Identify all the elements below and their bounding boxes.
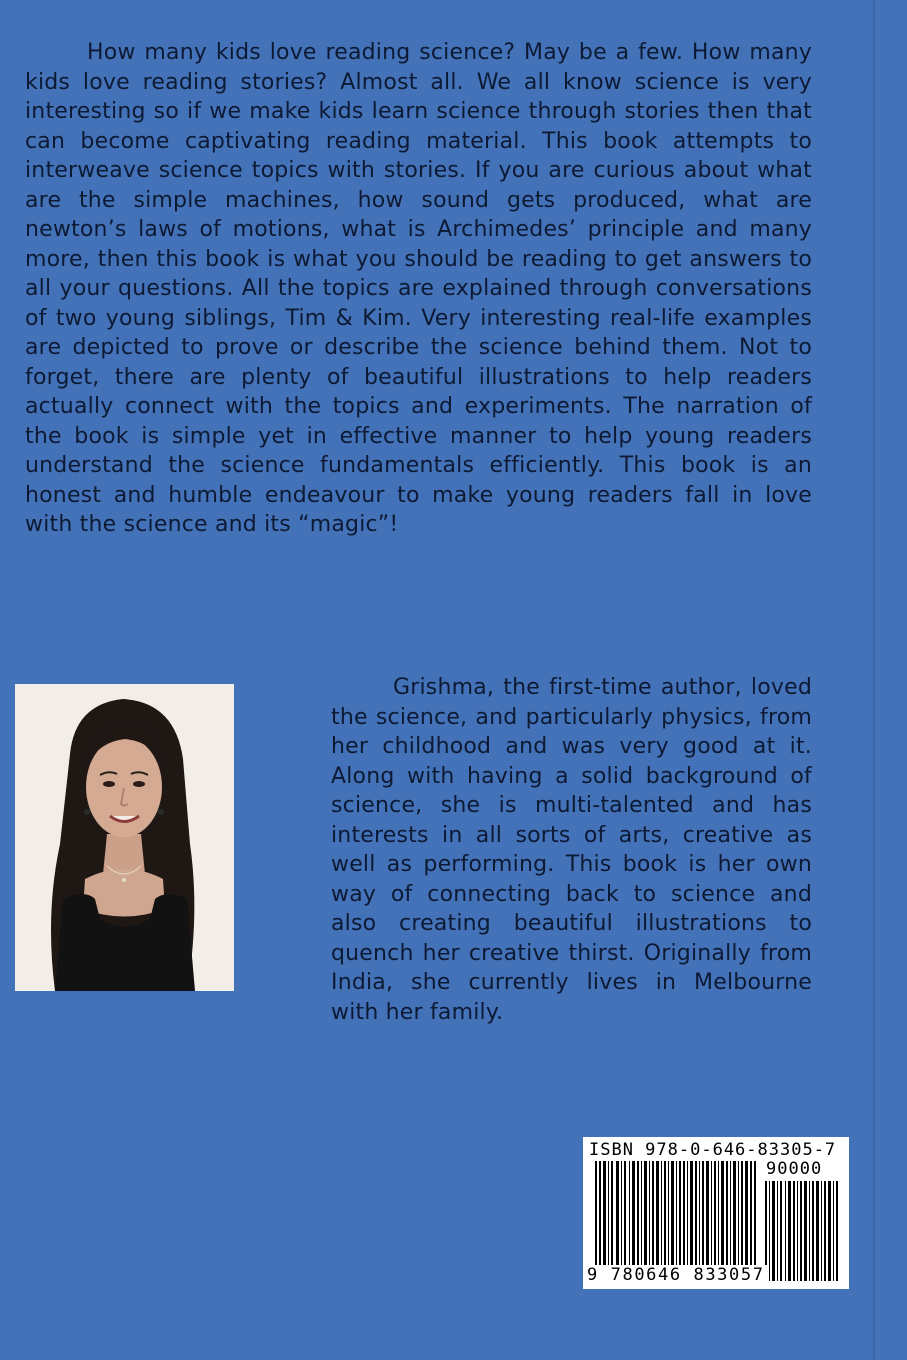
author-photo [15, 684, 234, 991]
author-portrait-icon [15, 684, 234, 991]
ean-digits: 9 780646 833057 [587, 1265, 765, 1285]
barcode-price-code: 90000 [766, 1159, 823, 1179]
spine-edge-line [873, 0, 875, 1360]
isbn-label: ISBN 978-0-646-83305-7 [589, 1140, 837, 1160]
author-bio: Grishma, the first-time author, loved the science, and particularly physics, from her childhood and was very good at it. Along with having a solid background of science, she is multi-talented and has interests in all sorts of arts, creative as well as performing. This book is her own way of connecting back to science and also creating beautiful illustrations to quench her creative thirst. Originally from India, she currently lives in Melbourne with her family. [331, 675, 812, 1025]
isbn-barcode [583, 1137, 849, 1289]
book-blurb: How many kids love reading science? May be a few. How many kids love reading stories? Almost all. We all know science is very interesting so if we make kids learn science through stories then that can become captivating reading material. This book attempts to interweave science topics with stories. If you are curious about what are the simple machines, how sound gets produced, what are newton’s laws of motions, what is Archimedes’ principle and many more, then this book is what you should be reading to get answers to all your questions. All the topics are explained through conversations of two young siblings, Tim & Kim. Very interesting real-life examples are depicted to prove or describe the science behind them. Not to forget, there are plenty of beautiful illustrations to help readers actually connect with the topics and experiments. The narration of the book is simple yet in effective manner to help young readers understand the science fundamentals efficiently. This book is an honest and humble endeavour to make young readers fall in love with the science and its “magic”! [25, 40, 812, 537]
